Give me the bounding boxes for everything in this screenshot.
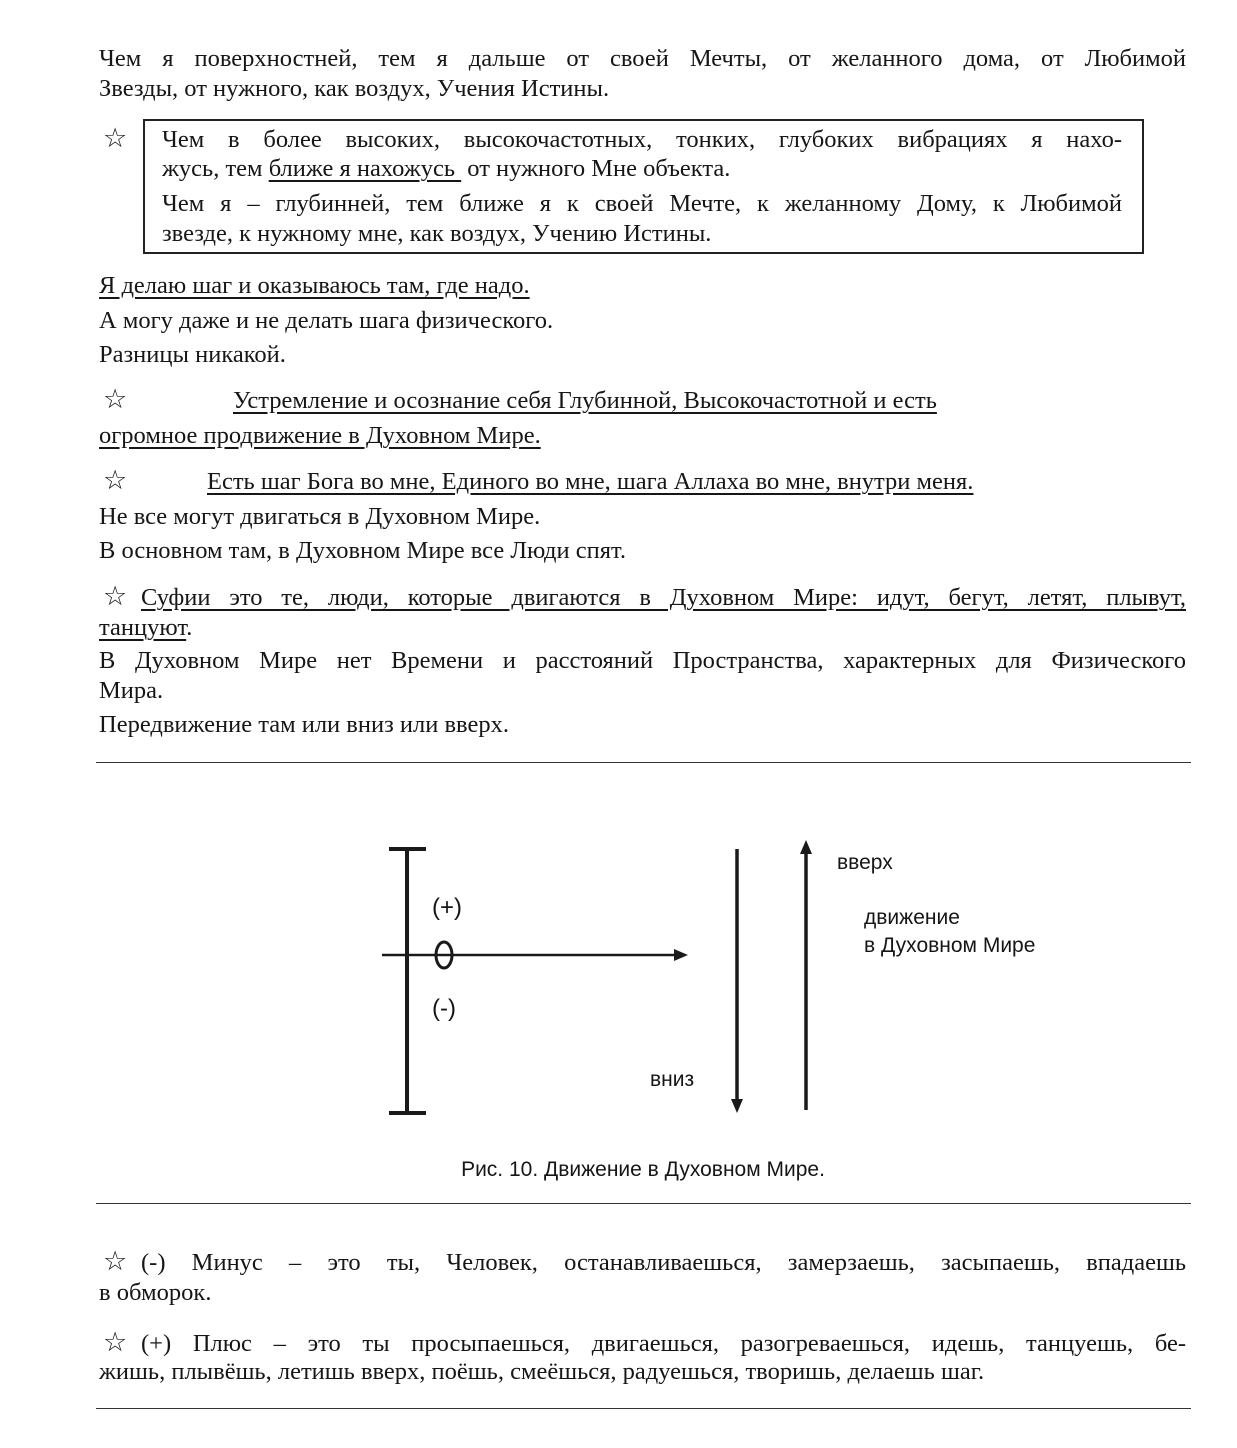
label-down: вниз — [650, 1068, 695, 1091]
underlined-line: Суфии это те, люди, которые двигаются в Духовном Мире: идут, бегут, летят, плывут, — [141, 584, 1186, 611]
label-up: вверх — [837, 851, 893, 874]
paragraph-line: Передвижение там или вниз или вверх. — [99, 711, 509, 738]
minus-label: (-) — [432, 995, 456, 1022]
paragraph-line: Мира. — [99, 677, 164, 704]
paragraph-line: в обморок. — [99, 1279, 212, 1306]
underlined-word: танцуют — [99, 614, 187, 641]
boxed-line-text: от нужного Мне объекта. — [461, 155, 731, 182]
paragraph-line: жишь, плывёшь, летишь вверх, поёшь, смеёшься, радуешься, творишь, делаешь шаг. — [99, 1358, 985, 1385]
paragraph-line: Чем я поверхностней, тем я дальше от своей Мечты, от желанного дома, от Любимой — [99, 45, 1186, 72]
underlined-phrase: ближе я нахожусь — [268, 155, 462, 182]
underlined-line: Устремление и осознание себя Глубинной, Высокочастотной и есть — [233, 387, 937, 414]
star-icon: ☆ — [103, 581, 128, 612]
divider — [96, 1408, 1191, 1409]
paragraph-line: (-) Минус – это ты, Человек, останавливаешься, замерзаешь, засыпаешь, впадаешь — [141, 1249, 1186, 1276]
paragraph-line: Разницы никакой. — [99, 341, 286, 368]
paragraph-line: Не все могут двигаться в Духовном Мире. — [99, 503, 541, 530]
underlined-line: огромное продвижение в Духовном Мире. — [99, 422, 541, 449]
underlined-line: Есть шаг Бога во мне, Единого во мне, шага Аллаха во мне, внутри меня. — [207, 468, 974, 495]
star-icon: ☆ — [103, 465, 128, 496]
star-icon: ☆ — [103, 123, 128, 154]
divider — [96, 1203, 1191, 1204]
boxed-line: Чем в более высоких, высокочастотных, тонких, глубоких вибрациях я нахо- — [162, 126, 1122, 153]
paragraph-line: (+) Плюс – это ты просыпаешься, двигаешься, разогреваешься, идешь, танцуешь, бе- — [141, 1330, 1186, 1357]
paragraph-line: В основном там, в Духовном Мире все Люди спят. — [99, 537, 626, 564]
boxed-line: звезде, к нужному мне, как воздух, Учению Истины. — [162, 220, 712, 247]
paragraph-line: А могу даже и не делать шага физического. — [99, 307, 554, 334]
plus-label: (+) — [432, 894, 462, 921]
paragraph-text: . — [186, 614, 193, 641]
label-movement: движение — [864, 906, 960, 929]
star-icon: ☆ — [103, 1327, 128, 1358]
arrow-down-icon — [731, 849, 743, 1113]
star-icon: ☆ — [103, 384, 128, 415]
arrow-up-icon — [800, 840, 812, 1110]
star-icon: ☆ — [103, 1246, 128, 1277]
paragraph-line: Звезды, от нужного, как воздух, Учения Истины. — [99, 75, 610, 102]
label-movement: в Духовном Мире — [864, 934, 1036, 957]
paragraph-line: В Духовном Мире нет Времени и расстояний Пространства, характерных для Физического — [99, 647, 1186, 674]
boxed-line-text: жусь, тем — [162, 155, 269, 182]
boxed-line: Чем я – глубинней, тем ближе я к своей Мечте, к желанному Дому, к Любимой — [162, 190, 1122, 217]
underlined-line: Я делаю шаг и оказываюсь там, где надо. — [99, 272, 530, 299]
arrow-right-icon — [382, 949, 688, 961]
vertical-scale — [389, 849, 426, 1113]
figure-caption: Рис. 10. Движение в Духовном Мире. — [461, 1158, 825, 1181]
